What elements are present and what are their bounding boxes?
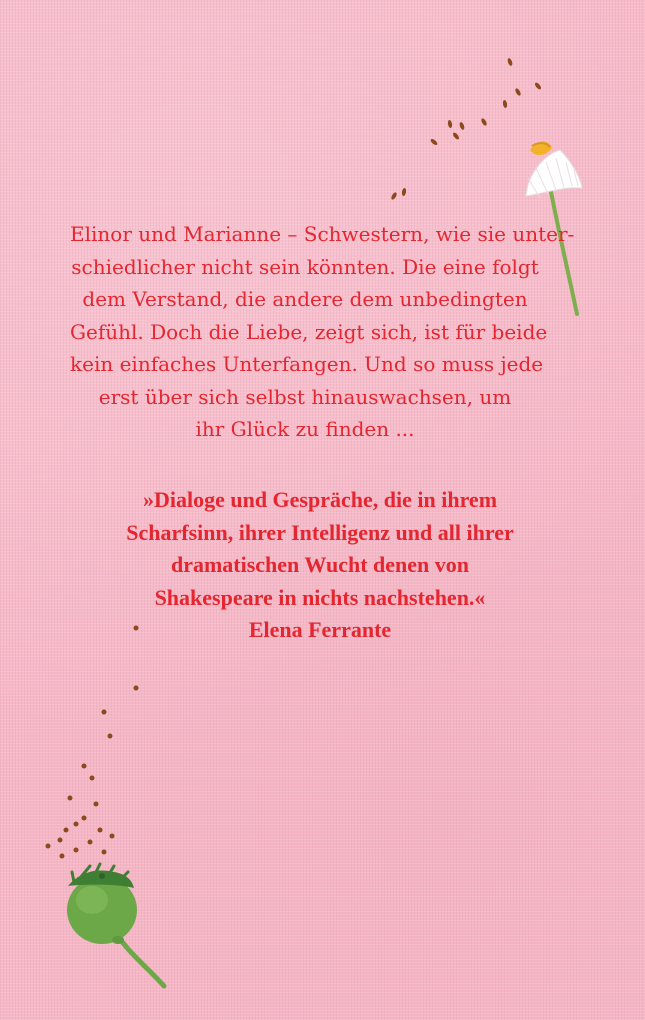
quote-line: »Dialoge und Gespräche, die in ihrem (142, 487, 498, 512)
seed-icon (68, 796, 73, 801)
seed-icon (90, 776, 95, 781)
seed-icon (74, 822, 79, 827)
seed-icon (401, 188, 406, 197)
blurb-line: Elinor und Marianne – Schwestern, wie sie unter- (70, 222, 575, 246)
seed-icon (110, 834, 115, 839)
poppy-seed-pod-icon (67, 864, 164, 986)
seed-icon (430, 138, 439, 146)
seed-icon (74, 848, 79, 853)
blurb-line: schiedlicher nicht sein könnten. Die eine folgt (71, 254, 539, 279)
seed-icon (134, 686, 139, 691)
seed-icon (98, 828, 103, 833)
seed-icon (514, 88, 521, 97)
blurb-line: erst über sich selbst hinauswachsen, um (98, 384, 512, 409)
seed-icon (102, 710, 107, 715)
seed-icon (102, 850, 107, 855)
blurb-line: kein einfaches Unterfangen. Und so muss jede (70, 352, 544, 376)
quote-author: Elena Ferrante (248, 617, 392, 642)
seed-icon (507, 58, 513, 67)
quote-line: Scharfsinn, ihrer Intelligenz und all ihrer (126, 519, 514, 545)
seed-icon (459, 122, 465, 131)
seed-icon (480, 118, 487, 127)
seed-icon (46, 844, 51, 849)
seed-icon (82, 816, 87, 821)
seed-trail-bottom (46, 626, 139, 859)
quote-line: Shakespeare in nichts nachstehen.« (154, 584, 486, 610)
seed-icon (502, 100, 507, 109)
review-quote (70, 484, 570, 614)
seed-icon (82, 764, 87, 769)
seed-icon (94, 802, 99, 807)
seed-icon (58, 838, 63, 843)
seed-icon (452, 132, 460, 141)
seed-icon (88, 840, 93, 845)
blurb-line: dem Verstand, die andere dem unbedingten (82, 287, 528, 311)
seed-icon (534, 82, 542, 91)
blurb-text (70, 218, 575, 446)
seed-icon (447, 120, 452, 129)
seed-icon (60, 854, 65, 859)
seed-icon (108, 734, 113, 739)
blurb-line: Gefühl. Doch die Liebe, zeigt sich, ist für beide (70, 319, 548, 344)
seed-trail-top (390, 58, 542, 201)
quote-line: dramatischen Wucht denen von (170, 552, 470, 577)
seed-icon (390, 192, 397, 201)
blurb-line: ihr Glück zu finden ... (195, 417, 415, 441)
seed-icon (64, 828, 69, 833)
